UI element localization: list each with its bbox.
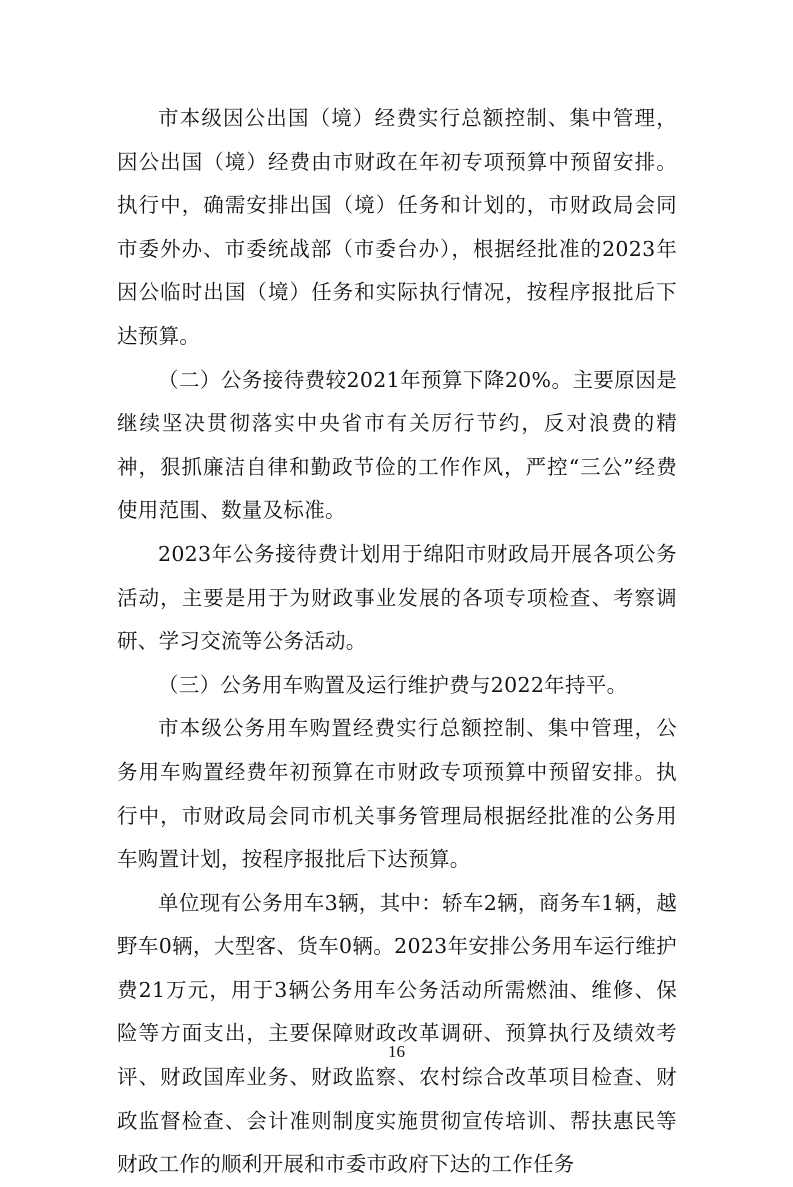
paragraph-vehicle-cost-heading: （三）公务用车购置及运行维护费与2022年持平。 xyxy=(158,672,628,697)
paragraph-vehicle-operation: 单位现有公务用车3辆，其中：轿车2辆，商务车1辆，越野车0辆，大型客、货车0辆。2023年安排公务用车运行维护费21万元，用于3辆公务用车公务活动所需燃油、维修、保险等方面支出，主要保障财政改革调研、预算执行及绩效考评、财政国库业务、财政监察、农村综合改革项目检查、财政监督检查、会计准则制度实施贯彻宣传培训、帮扶惠民等财政工作的顺利开展和市委市政府下达的工作任务 xyxy=(117,890,677,1177)
paragraph-reception-cost-heading: （二）公务接待费较2021年预算下降20%。主要原因是继续坚决贯彻落实中央省市有关厉行节约，反对浪费的精神，狠抓廉洁自律和勤政节俭的工作作风，严控“三公”经费使用范围、数量及标准。 xyxy=(117,367,677,523)
document-body xyxy=(117,97,677,1187)
paragraph-reception-cost-plan: 2023年公务接待费计划用于绵阳市财政局开展各项公务活动，主要是用于为财政事业发展的各项专项检查、考察调研、学习交流等公务活动。 xyxy=(117,541,677,654)
page-number: 16 xyxy=(388,1042,405,1061)
paragraph-vehicle-purchase-budget: 市本级公务用车购置经费实行总额控制、集中管理，公务用车购置经费年初预算在市财政专项预算中预留安排。执行中，市财政局会同市机关事务管理局根据经批准的公务用车购置计划，按程序报批后下达预算。 xyxy=(117,716,677,872)
paragraph-overseas-travel-budget: 市本级因公出国（境）经费实行总额控制、集中管理，因公出国（境）经费由市财政在年初专项预算中预留安排。执行中，确需安排出国（境）任务和计划的，市财政局会同市委外办、市委统战部（市委台办），根据经批准的2023年因公临时出国（境）任务和实际执行情况，按程序报批后下达预算。 xyxy=(117,106,677,348)
